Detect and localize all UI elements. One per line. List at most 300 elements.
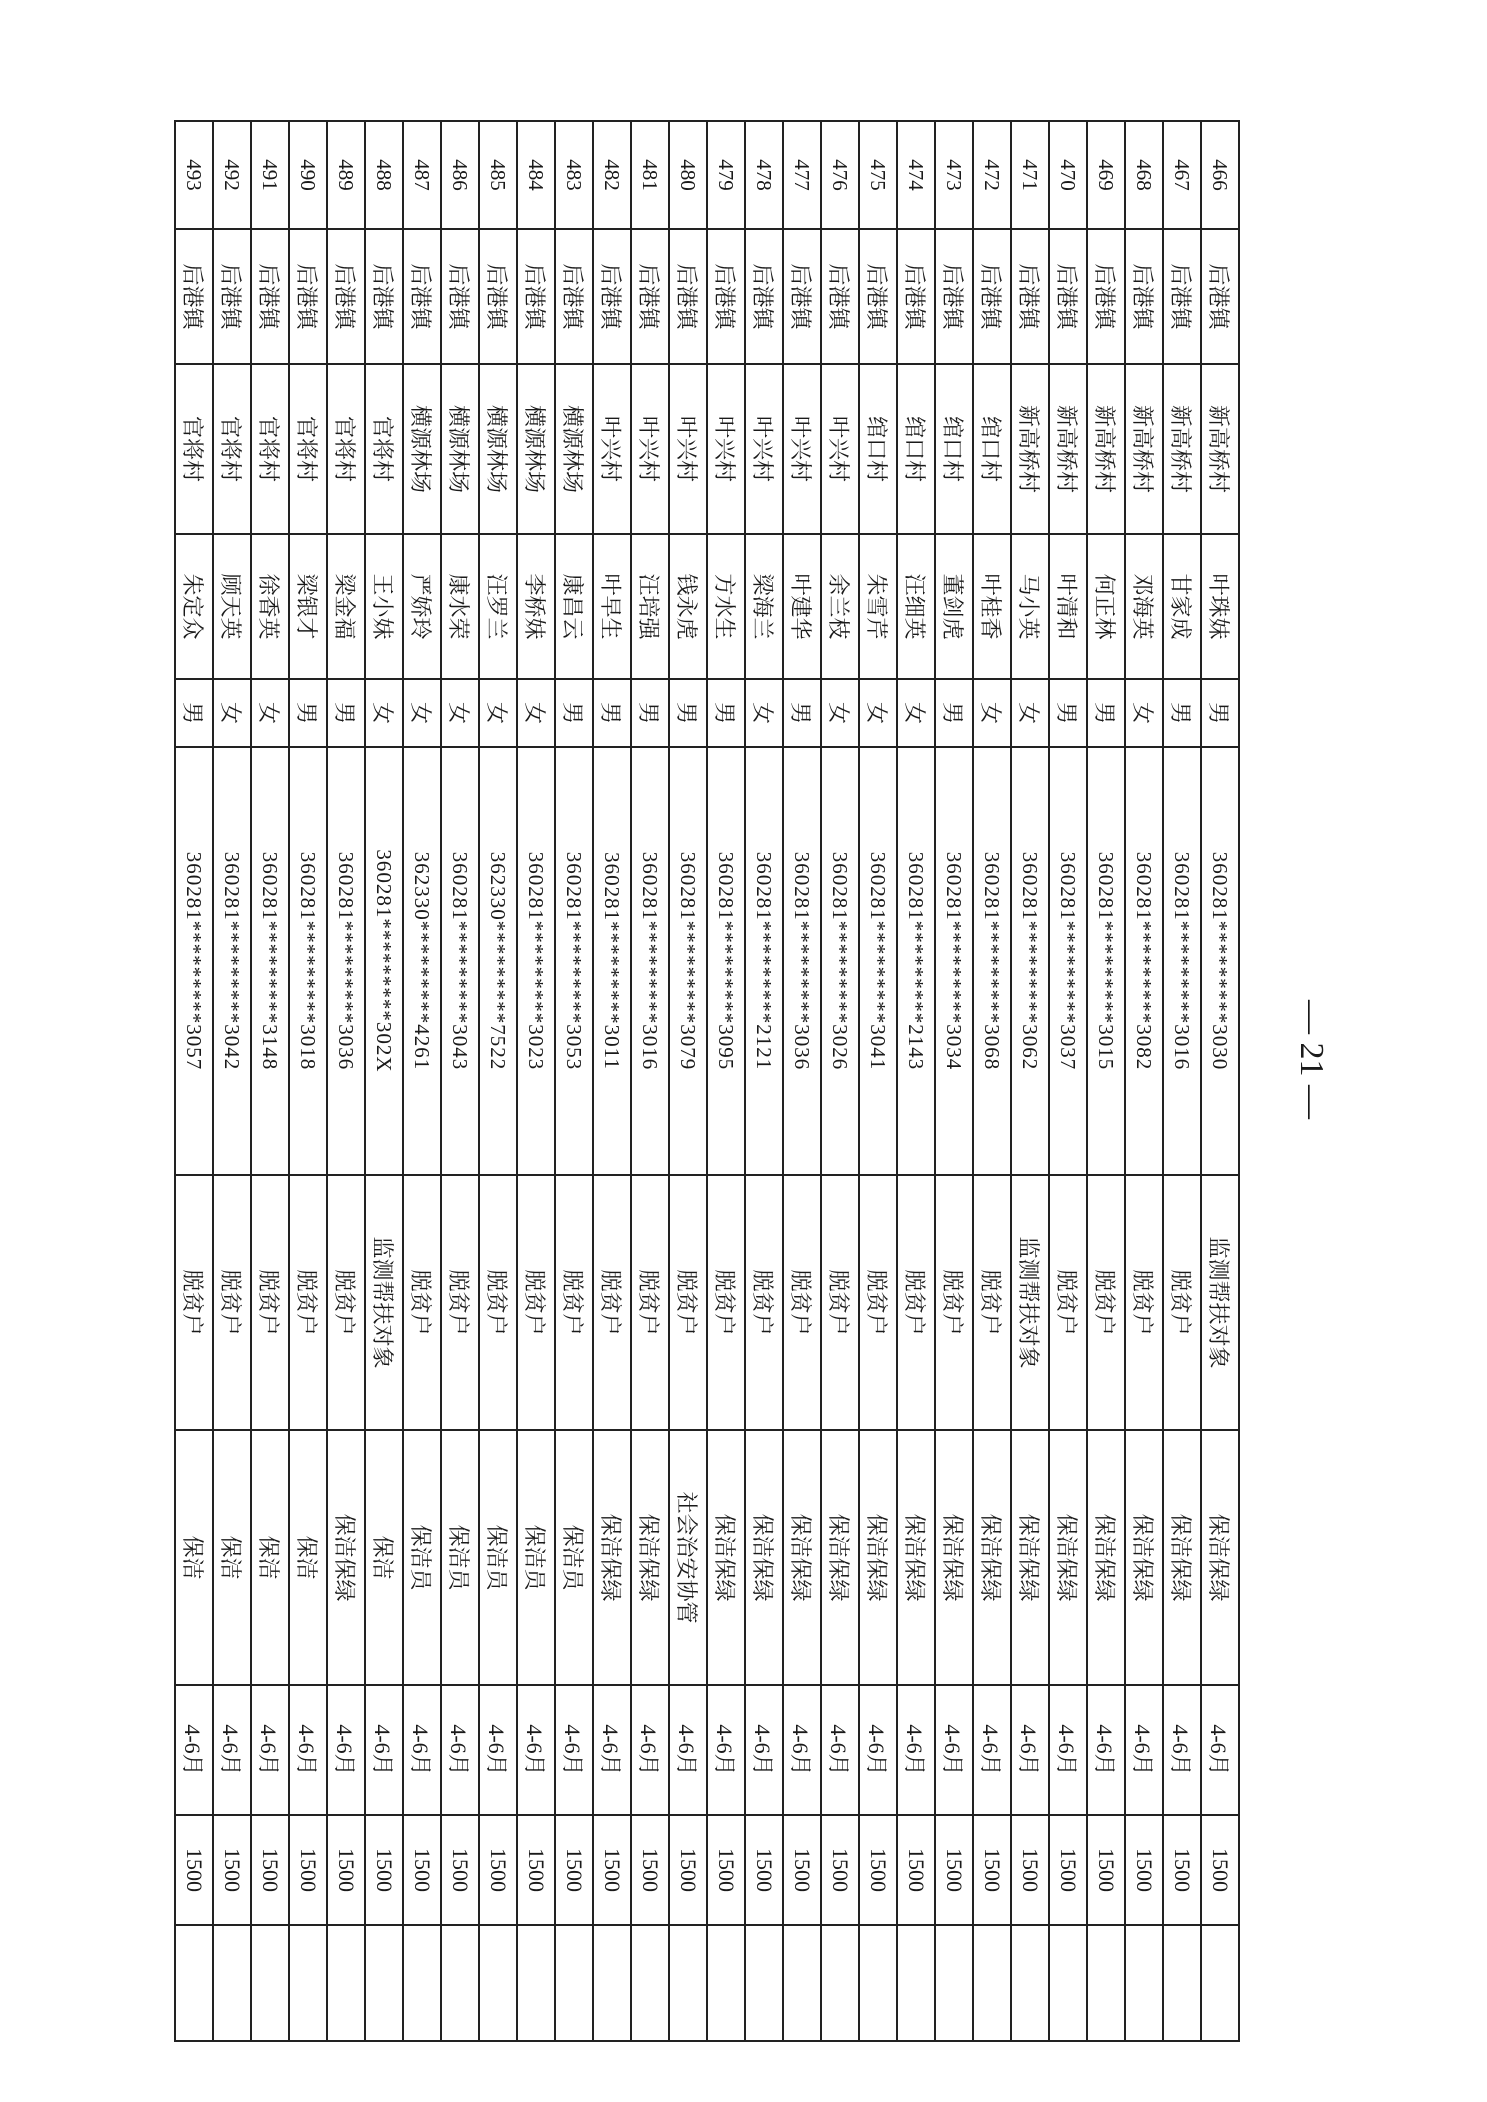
name-cell: 汪罗兰: [479, 534, 517, 679]
name-cell: 顾天英: [213, 534, 251, 679]
village-cell: 官将村: [175, 364, 213, 534]
period-cell: 4-6月: [973, 1685, 1011, 1815]
period-cell: 4-6月: [479, 1685, 517, 1815]
id-number-cell: 360281*********3018: [289, 747, 327, 1175]
name-cell: 梁银才: [289, 534, 327, 679]
id-number-cell: 360281*********3042: [213, 747, 251, 1175]
period-cell: 4-6月: [327, 1685, 365, 1815]
town-cell: 后港镇: [1125, 229, 1163, 364]
amount-cell: 1500: [251, 1815, 289, 1925]
id-number-cell: 360281*********3082: [1125, 747, 1163, 1175]
household-type-cell: 脱贫户: [783, 1175, 821, 1430]
name-cell: 康昌云: [555, 534, 593, 679]
name-cell: 叶清和: [1049, 534, 1087, 679]
job-post-cell: 保洁员: [555, 1430, 593, 1685]
town-cell: 后港镇: [897, 229, 935, 364]
page-number: — 21 —: [1293, 1000, 1330, 1119]
town-cell: 后港镇: [289, 229, 327, 364]
amount-cell: 1500: [213, 1815, 251, 1925]
name-cell: 梁海兰: [745, 534, 783, 679]
table-row: [251, 121, 289, 2041]
period-cell: 4-6月: [935, 1685, 973, 1815]
id-number-cell: 360281*********3053: [555, 747, 593, 1175]
gender-cell: 男: [175, 679, 213, 747]
gender-cell: 女: [403, 679, 441, 747]
amount-cell: 1500: [1011, 1815, 1049, 1925]
job-post-cell: 保洁保绿: [327, 1430, 365, 1685]
job-post-cell: 保洁: [175, 1430, 213, 1685]
amount-cell: 1500: [707, 1815, 745, 1925]
blank-cell: [555, 1925, 593, 2041]
amount-cell: 1500: [1163, 1815, 1201, 1925]
town-cell: 后港镇: [631, 229, 669, 364]
job-post-cell: 保洁保绿: [1011, 1430, 1049, 1685]
gender-cell: 女: [1125, 679, 1163, 747]
town-cell: 后港镇: [1087, 229, 1125, 364]
id-number-cell: 362330*********7522: [479, 747, 517, 1175]
blank-cell: [517, 1925, 555, 2041]
village-cell: 官将村: [327, 364, 365, 534]
gender-cell: 男: [1049, 679, 1087, 747]
id-number-cell: 360281*********3036: [327, 747, 365, 1175]
period-cell: 4-6月: [859, 1685, 897, 1815]
row-number-cell: 489: [327, 121, 365, 229]
row-number-cell: 466: [1201, 121, 1239, 229]
amount-cell: 1500: [403, 1815, 441, 1925]
table-row: [1049, 121, 1087, 2041]
table-row: [403, 121, 441, 2041]
village-cell: 绾口村: [897, 364, 935, 534]
town-cell: 后港镇: [479, 229, 517, 364]
gender-cell: 女: [251, 679, 289, 747]
period-cell: 4-6月: [213, 1685, 251, 1815]
table-row: [973, 121, 1011, 2041]
row-number-cell: 491: [251, 121, 289, 229]
row-number-cell: 478: [745, 121, 783, 229]
name-cell: 叶桂香: [973, 534, 1011, 679]
amount-cell: 1500: [973, 1815, 1011, 1925]
town-cell: 后港镇: [327, 229, 365, 364]
village-cell: 叶兴村: [745, 364, 783, 534]
period-cell: 4-6月: [365, 1685, 403, 1815]
blank-cell: [327, 1925, 365, 2041]
job-post-cell: 保洁保绿: [707, 1430, 745, 1685]
household-type-cell: 脱贫户: [441, 1175, 479, 1430]
village-cell: 新高桥村: [1049, 364, 1087, 534]
town-cell: 后港镇: [783, 229, 821, 364]
blank-cell: [289, 1925, 327, 2041]
id-number-cell: 362330*********4261: [403, 747, 441, 1175]
name-cell: 严娇玲: [403, 534, 441, 679]
amount-cell: 1500: [935, 1815, 973, 1925]
job-post-cell: 保洁: [213, 1430, 251, 1685]
village-cell: 新高桥村: [1011, 364, 1049, 534]
village-cell: 叶兴村: [631, 364, 669, 534]
id-number-cell: 360281*********3015: [1087, 747, 1125, 1175]
job-post-cell: 保洁保绿: [593, 1430, 631, 1685]
amount-cell: 1500: [669, 1815, 707, 1925]
table-row: [1125, 121, 1163, 2041]
table-row: [441, 121, 479, 2041]
blank-cell: [821, 1925, 859, 2041]
village-cell: 横源林场: [441, 364, 479, 534]
id-number-cell: 360281*********3011: [593, 747, 631, 1175]
blank-cell: [1125, 1925, 1163, 2041]
village-cell: 叶兴村: [593, 364, 631, 534]
period-cell: 4-6月: [517, 1685, 555, 1815]
table-row: [1201, 121, 1239, 2041]
amount-cell: 1500: [1087, 1815, 1125, 1925]
id-number-cell: 360281*********302X: [365, 747, 403, 1175]
town-cell: 后港镇: [1201, 229, 1239, 364]
job-post-cell: 保洁: [365, 1430, 403, 1685]
id-number-cell: 360281*********3037: [1049, 747, 1087, 1175]
village-cell: 官将村: [251, 364, 289, 534]
amount-cell: 1500: [365, 1815, 403, 1925]
blank-cell: [213, 1925, 251, 2041]
amount-cell: 1500: [441, 1815, 479, 1925]
blank-cell: [1163, 1925, 1201, 2041]
id-number-cell: 360281*********3030: [1201, 747, 1239, 1175]
id-number-cell: 360281*********3062: [1011, 747, 1049, 1175]
row-number-cell: 467: [1163, 121, 1201, 229]
row-number-cell: 469: [1087, 121, 1125, 229]
table-row: [517, 121, 555, 2041]
blank-cell: [175, 1925, 213, 2041]
amount-cell: 1500: [289, 1815, 327, 1925]
village-cell: 官将村: [289, 364, 327, 534]
gender-cell: 女: [821, 679, 859, 747]
household-type-cell: 脱贫户: [707, 1175, 745, 1430]
village-cell: 新高桥村: [1087, 364, 1125, 534]
town-cell: 后港镇: [593, 229, 631, 364]
amount-cell: 1500: [479, 1815, 517, 1925]
town-cell: 后港镇: [821, 229, 859, 364]
table-row: [1087, 121, 1125, 2041]
town-cell: 后港镇: [555, 229, 593, 364]
row-number-cell: 480: [669, 121, 707, 229]
row-number-cell: 484: [517, 121, 555, 229]
job-post-cell: 保洁保绿: [631, 1430, 669, 1685]
gender-cell: 女: [213, 679, 251, 747]
blank-cell: [707, 1925, 745, 2041]
village-cell: 横源林场: [517, 364, 555, 534]
town-cell: 后港镇: [1011, 229, 1049, 364]
blank-cell: [859, 1925, 897, 2041]
household-type-cell: 脱贫户: [251, 1175, 289, 1430]
amount-cell: 1500: [1049, 1815, 1087, 1925]
id-number-cell: 360281*********3034: [935, 747, 973, 1175]
gender-cell: 男: [327, 679, 365, 747]
amount-cell: 1500: [859, 1815, 897, 1925]
village-cell: 横源林场: [479, 364, 517, 534]
town-cell: 后港镇: [175, 229, 213, 364]
household-type-cell: 脱贫户: [935, 1175, 973, 1430]
blank-cell: [631, 1925, 669, 2041]
table-row: [631, 121, 669, 2041]
job-post-cell: 保洁员: [441, 1430, 479, 1685]
id-number-cell: 360281*********3148: [251, 747, 289, 1175]
amount-cell: 1500: [327, 1815, 365, 1925]
village-cell: 绾口村: [859, 364, 897, 534]
name-cell: 方水生: [707, 534, 745, 679]
household-type-cell: 脱贫户: [327, 1175, 365, 1430]
table-body: [175, 121, 1239, 2041]
name-cell: 叶早生: [593, 534, 631, 679]
town-cell: 后港镇: [441, 229, 479, 364]
household-type-cell: 脱贫户: [555, 1175, 593, 1430]
name-cell: 叶珠妹: [1201, 534, 1239, 679]
name-cell: 余兰枝: [821, 534, 859, 679]
job-post-cell: 保洁保绿: [821, 1430, 859, 1685]
town-cell: 后港镇: [365, 229, 403, 364]
name-cell: 钱永虎: [669, 534, 707, 679]
id-number-cell: 360281*********3079: [669, 747, 707, 1175]
id-number-cell: 360281*********3068: [973, 747, 1011, 1175]
table-row: [1011, 121, 1049, 2041]
table-row: [365, 121, 403, 2041]
id-number-cell: 360281*********3095: [707, 747, 745, 1175]
village-cell: 新高桥村: [1125, 364, 1163, 534]
period-cell: 4-6月: [175, 1685, 213, 1815]
name-cell: 汪细英: [897, 534, 935, 679]
row-number-cell: 483: [555, 121, 593, 229]
table-row: [783, 121, 821, 2041]
table-container: [179, 120, 1240, 2040]
village-cell: 官将村: [365, 364, 403, 534]
blank-cell: [1201, 1925, 1239, 2041]
town-cell: 后港镇: [707, 229, 745, 364]
name-cell: 王小妹: [365, 534, 403, 679]
job-post-cell: 保洁: [251, 1430, 289, 1685]
blank-cell: [479, 1925, 517, 2041]
table-row: [555, 121, 593, 2041]
gender-cell: 男: [631, 679, 669, 747]
household-type-cell: 监测帮扶对象: [1201, 1175, 1239, 1430]
id-number-cell: 360281*********3036: [783, 747, 821, 1175]
period-cell: 4-6月: [669, 1685, 707, 1815]
village-cell: 横源林场: [555, 364, 593, 534]
table-row: [897, 121, 935, 2041]
row-number-cell: 468: [1125, 121, 1163, 229]
name-cell: 何正林: [1087, 534, 1125, 679]
gender-cell: 男: [593, 679, 631, 747]
name-cell: 康水荣: [441, 534, 479, 679]
blank-cell: [669, 1925, 707, 2041]
amount-cell: 1500: [175, 1815, 213, 1925]
blank-cell: [973, 1925, 1011, 2041]
row-number-cell: 479: [707, 121, 745, 229]
table-row: [745, 121, 783, 2041]
period-cell: 4-6月: [555, 1685, 593, 1815]
town-cell: 后港镇: [973, 229, 1011, 364]
row-number-cell: 490: [289, 121, 327, 229]
id-number-cell: 360281*********3023: [517, 747, 555, 1175]
job-post-cell: 保洁保绿: [783, 1430, 821, 1685]
gender-cell: 男: [707, 679, 745, 747]
household-type-cell: 脱贫户: [821, 1175, 859, 1430]
id-number-cell: 360281*********3016: [1163, 747, 1201, 1175]
name-cell: 汪培强: [631, 534, 669, 679]
row-number-cell: 485: [479, 121, 517, 229]
name-cell: 叶建华: [783, 534, 821, 679]
amount-cell: 1500: [745, 1815, 783, 1925]
records-table: [174, 120, 1240, 2042]
gender-cell: 女: [479, 679, 517, 747]
period-cell: 4-6月: [403, 1685, 441, 1815]
blank-cell: [593, 1925, 631, 2041]
household-type-cell: 脱贫户: [1087, 1175, 1125, 1430]
row-number-cell: 471: [1011, 121, 1049, 229]
village-cell: 叶兴村: [707, 364, 745, 534]
name-cell: 朱定众: [175, 534, 213, 679]
job-post-cell: 保洁保绿: [973, 1430, 1011, 1685]
row-number-cell: 487: [403, 121, 441, 229]
town-cell: 后港镇: [859, 229, 897, 364]
household-type-cell: 脱贫户: [631, 1175, 669, 1430]
table-row: [479, 121, 517, 2041]
table-row: [175, 121, 213, 2041]
village-cell: 叶兴村: [821, 364, 859, 534]
id-number-cell: 360281*********3057: [175, 747, 213, 1175]
gender-cell: 男: [1163, 679, 1201, 747]
job-post-cell: 保洁员: [479, 1430, 517, 1685]
period-cell: 4-6月: [1087, 1685, 1125, 1815]
blank-cell: [365, 1925, 403, 2041]
village-cell: 横源林场: [403, 364, 441, 534]
table-row: [213, 121, 251, 2041]
period-cell: 4-6月: [745, 1685, 783, 1815]
job-post-cell: 保洁保绿: [1163, 1430, 1201, 1685]
household-type-cell: 脱贫户: [1163, 1175, 1201, 1430]
id-number-cell: 360281*********2121: [745, 747, 783, 1175]
amount-cell: 1500: [517, 1815, 555, 1925]
gender-cell: 女: [365, 679, 403, 747]
row-number-cell: 486: [441, 121, 479, 229]
gender-cell: 女: [1011, 679, 1049, 747]
job-post-cell: 保洁保绿: [1087, 1430, 1125, 1685]
name-cell: 邓海英: [1125, 534, 1163, 679]
amount-cell: 1500: [1125, 1815, 1163, 1925]
amount-cell: 1500: [555, 1815, 593, 1925]
period-cell: 4-6月: [251, 1685, 289, 1815]
gender-cell: 男: [783, 679, 821, 747]
village-cell: 绾口村: [935, 364, 973, 534]
town-cell: 后港镇: [1163, 229, 1201, 364]
household-type-cell: 监测帮扶对象: [365, 1175, 403, 1430]
name-cell: 甘家成: [1163, 534, 1201, 679]
gender-cell: 女: [897, 679, 935, 747]
gender-cell: 男: [669, 679, 707, 747]
row-number-cell: 472: [973, 121, 1011, 229]
blank-cell: [745, 1925, 783, 2041]
village-cell: 新高桥村: [1201, 364, 1239, 534]
household-type-cell: 脱贫户: [289, 1175, 327, 1430]
town-cell: 后港镇: [213, 229, 251, 364]
id-number-cell: 360281*********3016: [631, 747, 669, 1175]
name-cell: 李桥妹: [517, 534, 555, 679]
id-number-cell: 360281*********2143: [897, 747, 935, 1175]
town-cell: 后港镇: [251, 229, 289, 364]
table-row: [669, 121, 707, 2041]
name-cell: 马小英: [1011, 534, 1049, 679]
gender-cell: 男: [1087, 679, 1125, 747]
town-cell: 后港镇: [669, 229, 707, 364]
period-cell: 4-6月: [1201, 1685, 1239, 1815]
amount-cell: 1500: [1201, 1815, 1239, 1925]
period-cell: 4-6月: [897, 1685, 935, 1815]
row-number-cell: 492: [213, 121, 251, 229]
job-post-cell: 保洁保绿: [897, 1430, 935, 1685]
name-cell: 徐香英: [251, 534, 289, 679]
household-type-cell: 脱贫户: [403, 1175, 441, 1430]
row-number-cell: 488: [365, 121, 403, 229]
gender-cell: 女: [745, 679, 783, 747]
period-cell: 4-6月: [1049, 1685, 1087, 1815]
household-type-cell: 脱贫户: [593, 1175, 631, 1430]
job-post-cell: 保洁保绿: [745, 1430, 783, 1685]
table-row: [593, 121, 631, 2041]
job-post-cell: 社会治安协管: [669, 1430, 707, 1685]
job-post-cell: 保洁: [289, 1430, 327, 1685]
table-row: [859, 121, 897, 2041]
table-row: [327, 121, 365, 2041]
job-post-cell: 保洁保绿: [935, 1430, 973, 1685]
job-post-cell: 保洁保绿: [1201, 1430, 1239, 1685]
blank-cell: [897, 1925, 935, 2041]
household-type-cell: 脱贫户: [973, 1175, 1011, 1430]
amount-cell: 1500: [897, 1815, 935, 1925]
row-number-cell: 475: [859, 121, 897, 229]
town-cell: 后港镇: [517, 229, 555, 364]
id-number-cell: 360281*********3043: [441, 747, 479, 1175]
period-cell: 4-6月: [821, 1685, 859, 1815]
village-cell: 新高桥村: [1163, 364, 1201, 534]
gender-cell: 女: [517, 679, 555, 747]
blank-cell: [1011, 1925, 1049, 2041]
village-cell: 绾口村: [973, 364, 1011, 534]
gender-cell: 女: [441, 679, 479, 747]
town-cell: 后港镇: [745, 229, 783, 364]
household-type-cell: 脱贫户: [745, 1175, 783, 1430]
household-type-cell: 脱贫户: [175, 1175, 213, 1430]
table-row: [821, 121, 859, 2041]
row-number-cell: 481: [631, 121, 669, 229]
row-number-cell: 470: [1049, 121, 1087, 229]
gender-cell: 女: [973, 679, 1011, 747]
id-number-cell: 360281*********3026: [821, 747, 859, 1175]
row-number-cell: 476: [821, 121, 859, 229]
gender-cell: 男: [289, 679, 327, 747]
period-cell: 4-6月: [1011, 1685, 1049, 1815]
job-post-cell: 保洁员: [403, 1430, 441, 1685]
household-type-cell: 脱贫户: [897, 1175, 935, 1430]
blank-cell: [935, 1925, 973, 2041]
blank-cell: [403, 1925, 441, 2041]
gender-cell: 男: [1201, 679, 1239, 747]
town-cell: 后港镇: [935, 229, 973, 364]
blank-cell: [251, 1925, 289, 2041]
household-type-cell: 脱贫户: [669, 1175, 707, 1430]
household-type-cell: 监测帮扶对象: [1011, 1175, 1049, 1430]
amount-cell: 1500: [783, 1815, 821, 1925]
job-post-cell: 保洁保绿: [1049, 1430, 1087, 1685]
table-row: [289, 121, 327, 2041]
row-number-cell: 473: [935, 121, 973, 229]
name-cell: 朱雪芹: [859, 534, 897, 679]
household-type-cell: 脱贫户: [517, 1175, 555, 1430]
blank-cell: [1087, 1925, 1125, 2041]
